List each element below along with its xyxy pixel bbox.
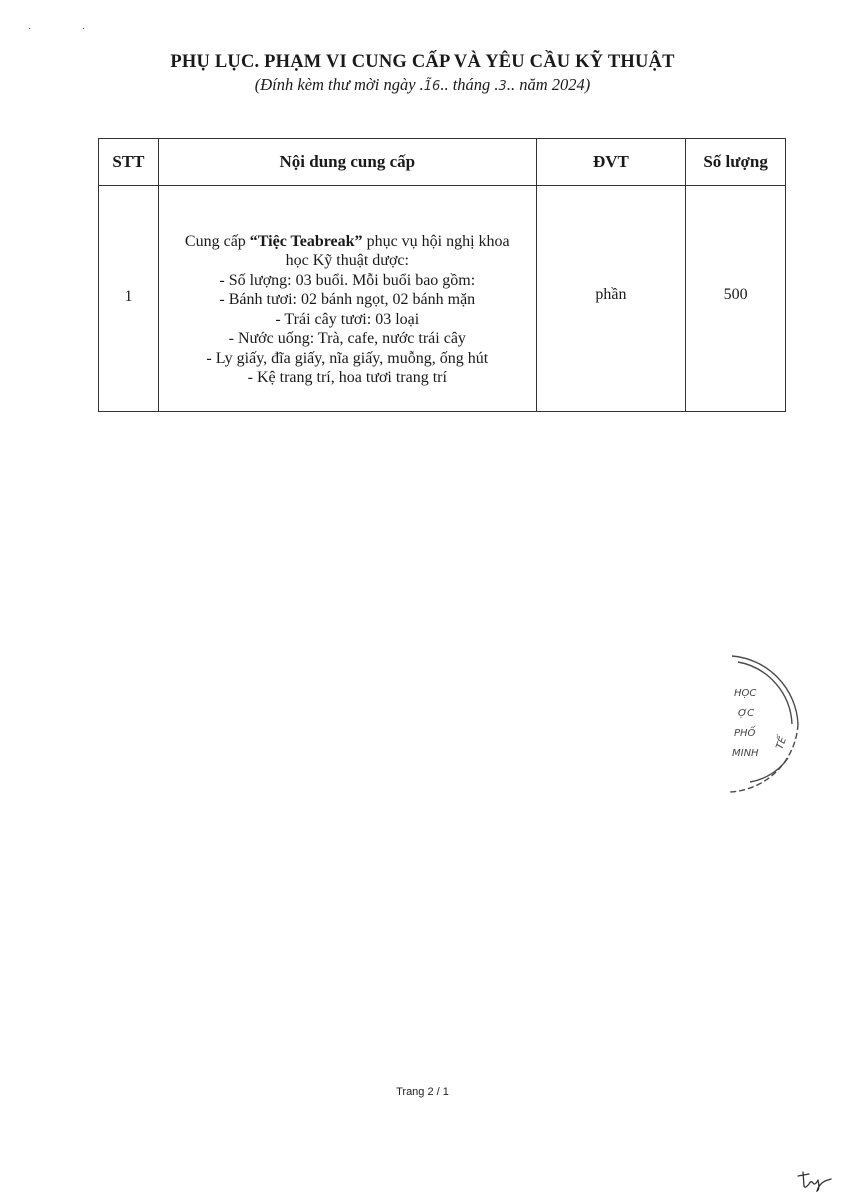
header-quantity: Số lượng xyxy=(686,139,786,186)
header-unit: ĐVT xyxy=(536,139,686,186)
document-header xyxy=(0,52,845,95)
content-line: - Bánh tươi: 02 bánh ngọt, 02 bánh mặn xyxy=(219,291,476,308)
content-line: - Số lượng: 03 buổi. Mỗi buổi bao gồm: xyxy=(219,271,476,289)
scan-artifact: · · xyxy=(28,24,110,35)
supply-scope-table xyxy=(98,138,786,412)
content-line: - Nước uống: Trà, cafe, nước trái cây xyxy=(228,330,466,347)
svg-text:ỢC: ỢC xyxy=(738,708,755,719)
document-title: PHỤ LỤC. PHẠM VI CUNG CẤP VÀ YÊU CẦU KỸ THUẬT xyxy=(170,52,675,72)
handwritten-initials xyxy=(795,1168,835,1192)
content-highlight: “Tiệc Teabreak” xyxy=(249,232,363,250)
table-header-row xyxy=(99,139,786,186)
svg-text:TẾ: TẾ xyxy=(774,735,790,752)
content-line: học Kỹ thuật dược: xyxy=(285,252,409,269)
cell-stt: 1 xyxy=(99,186,159,412)
handwritten-day: 1̃6 xyxy=(423,79,441,94)
content-intro-text-end: phục vụ hội nghị khoa xyxy=(362,232,510,250)
content-line: - Ly giấy, đĩa giấy, nĩa giấy, muỗng, ống hút xyxy=(206,349,489,367)
cell-content xyxy=(158,186,536,412)
header-content: Nội dung cung cấp xyxy=(158,139,536,186)
table-row xyxy=(99,186,786,412)
cell-quantity: 500 xyxy=(686,186,786,412)
cell-unit: phần xyxy=(536,186,686,412)
svg-text:PHỐ: PHỐ xyxy=(734,728,756,739)
handwritten-month: 3 xyxy=(498,79,507,94)
content-line: - Trái cây tươi: 03 loại xyxy=(275,310,420,328)
subtitle-suffix: .. năm 2024) xyxy=(506,75,591,94)
subtitle-mid: .. tháng . xyxy=(440,75,499,94)
document-subtitle xyxy=(0,75,845,95)
content-intro-text: Cung cấp xyxy=(184,232,250,250)
header-stt: STT xyxy=(99,139,159,186)
content-intro xyxy=(167,232,528,252)
partial-seal-stamp xyxy=(690,648,820,798)
svg-text:MINH: MINH xyxy=(732,748,759,759)
content-line: - Kệ trang trí, hoa tươi trang trí xyxy=(247,369,447,386)
page-footer: Trang 2 / 1 xyxy=(396,1086,449,1098)
svg-text:HỌC: HỌC xyxy=(734,688,757,699)
subtitle-prefix: (Đính kèm thư mời ngày . xyxy=(254,75,424,94)
